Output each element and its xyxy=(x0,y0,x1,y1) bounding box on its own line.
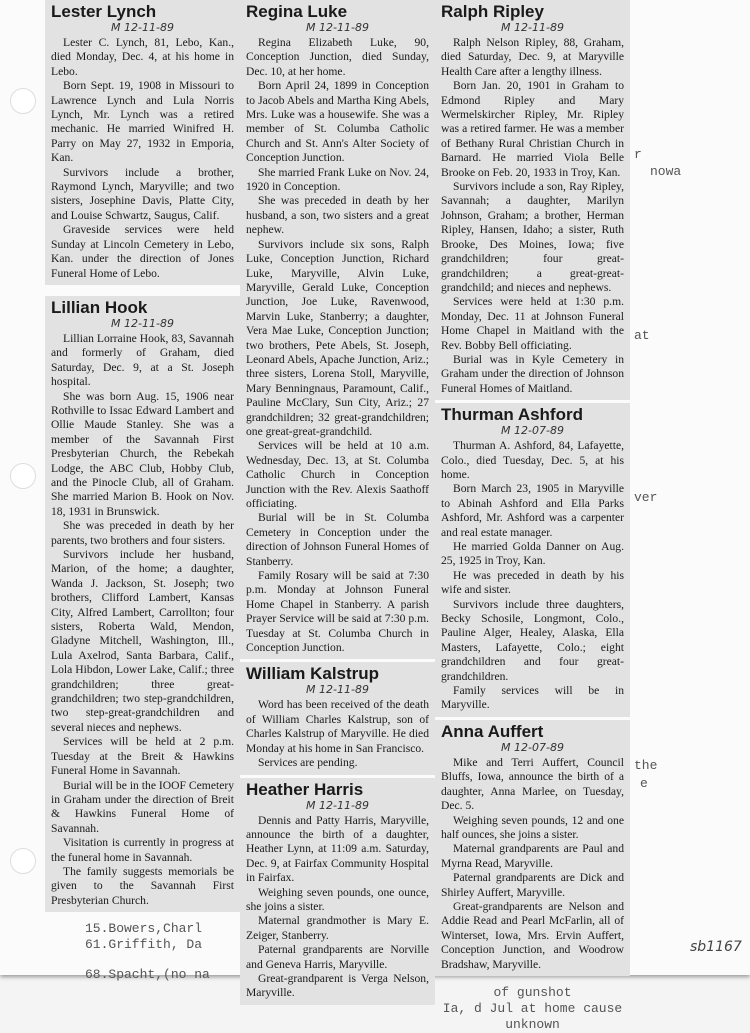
typed-list xyxy=(45,915,240,983)
clipping-paragraph: Maternal grandparents are Paul and Myrna Read, Maryville. xyxy=(441,842,624,870)
clipping-paragraph: Weighing seven pounds, one ounce, she joins a sister. xyxy=(246,885,429,913)
birth-heather-harris xyxy=(240,778,435,1005)
typed-text: e xyxy=(640,776,648,791)
clipping-paragraph: Weighing seven pounds, 12 and one half ounces, she joins a sister. xyxy=(441,813,624,841)
clipping-headline: Ralph Ripley xyxy=(441,2,544,21)
clipping-paragraph: Mike and Terri Auffert, Council Bluffs, Iowa, announce the birth of a daughter, Anna Marlee, on Tuesday, Dec. 5. xyxy=(441,755,624,813)
obituary-thurman-ashford xyxy=(435,403,630,717)
clipping-paragraph: Burial will be in St. Columba Cemetery in Conception under the direction of Johnson Funeral Homes of Stanberry. xyxy=(246,511,429,568)
clipping-paragraph: She was born Aug. 15, 1906 near Rothville to Issac Edward Lambert and Ollie Maude Stanley. She was a member of the Savannah First Presbyterian Church, the Rebekah Lodge, the ABC Club, Hobby Club, and the Pinocle Club, all of Graham. She married Marion B. Hook on Nov. 18, 1931 in Brunswick. xyxy=(51,389,234,518)
typed-text: ver xyxy=(634,490,658,505)
typed-text: 61.Griffith, Da xyxy=(85,937,203,953)
handwritten-date: M 12-11-89 xyxy=(306,21,369,34)
column-middle xyxy=(240,0,435,1005)
page-number: sb1167 xyxy=(690,939,742,955)
obituary-lillian-hook xyxy=(45,296,240,912)
clipping-paragraph: Survivors include a brother, Raymond Lynch, Maryville; and two sisters, Josephine Davis, Platte City, and Louise Schwartz, Saugus, Calif. xyxy=(51,165,234,222)
clipping-paragraph: Services were held at 1:30 p.m. Monday, Dec. 11 at Johnson Funeral Home Chapel in Maitland with the Rev. Bobby Bell officiating. xyxy=(441,295,624,352)
clipping-paragraph: Burial was in Kyle Cemetery in Graham under the direction of Johnson Funeral Homes of Maitland. xyxy=(441,352,624,395)
typed-text: Ia, d Jul at home cause xyxy=(442,1000,623,1016)
clipping-paragraph: Thurman A. Ashford, 84, Lafayette, Colo., died Tuesday, Dec. 5, at his home. xyxy=(441,439,624,481)
obituary-lester-lynch xyxy=(45,0,240,285)
obituary-regina-luke xyxy=(240,0,435,659)
birth-anna-auffert xyxy=(435,720,630,976)
clipping-paragraph: Born April 24, 1899 in Conception to Jacob Abels and Martha King Abels, Mrs. Luke was a housewife. She was a member of St. Columba Catholic Church and St. Ann's Alter Society of Conception Junction. xyxy=(246,79,429,165)
clipping-paragraph: The family suggests memorials be given to the Savannah First Presbyterian Church. xyxy=(51,864,234,907)
binder-hole xyxy=(10,463,36,489)
clipping-paragraph: He married Golda Danner on Aug. 25, 1925 in Troy, Kan. xyxy=(441,540,624,568)
clipping-paragraph: She was preceded in death by her parents, two brothers and four sisters. xyxy=(51,519,234,547)
clipping-paragraph: Survivors include a son, Ray Ripley, Savannah; a daughter, Marilyn Johnson, Graham; a brother, Herman Ripley, Hansen, Idaho; a sister, Ruth Brooke, Des Moines, Iowa; five grandchildren; four great-grandchildren; a great-great-grandchild; and nieces and nephews. xyxy=(441,180,624,294)
typed-note xyxy=(435,979,630,1033)
typed-text: 68.Spacht,(no na xyxy=(85,967,210,983)
obituary-william-kalstrup xyxy=(240,662,435,774)
clipping-paragraph: Burial will be in the IOOF Cemetery in Graham under the direction of Breit & Hawkins Funeral Home of Savannah. xyxy=(51,778,234,835)
clipping-paragraph: She married Frank Luke on Nov. 24, 1920 in Conception. xyxy=(246,165,429,194)
typed-text: at xyxy=(634,328,650,343)
obituary-ralph-ripley xyxy=(435,0,630,400)
clipping-paragraph: Great-grandparent is Verga Nelson, Maryville. xyxy=(246,971,429,1000)
clipping-headline: Anna Auffert xyxy=(441,721,544,741)
clipping-paragraph: Dennis and Patty Harris, Maryville, announce the birth of a daughter, Heather Lynn, at 11:09 a.m. Saturday, Dec. 9, at Fairfax Community Hospital in Fairfax. xyxy=(246,813,429,885)
clipping-paragraph: Services are pending. xyxy=(258,756,358,770)
clipping-headline: Thurman Ashford xyxy=(441,405,583,425)
clipping-paragraph: Services will be held at 10 a.m. Wednesday, Dec. 13, at St. Columba Catholic Church in Conception Junction with the Rev. Alexis Saathoff officiating. xyxy=(246,439,429,510)
clipping-paragraph: Born Jan. 20, 1901 in Graham to Edmond Ripley and Mary Wermelskircher Ripley, Mr. Ripley was a retired farmer. He was a member of Bethany Rural Christian Church in Barnard. He married Viola Belle Brooke on Feb. 20, 1933 in Troy, Kan. xyxy=(441,79,624,179)
clipping-paragraph: Maternal grandmother is Mary E. Zeiger, Stanberry. xyxy=(246,914,429,942)
clipping-paragraph: Graveside services were held Sunday at Lincoln Cemetery in Lebo, Kan. under the direction of Jones Funeral Home of Lebo. xyxy=(51,223,234,280)
clipping-headline: Lester Lynch xyxy=(51,2,157,21)
column-left xyxy=(45,0,240,983)
handwritten-date: M 12-07-89 xyxy=(501,740,564,754)
clipping-paragraph: Paternal grandparents are Norville and Geneva Harris, Maryville. xyxy=(246,943,429,971)
clipping-paragraph: Survivors include three daughters, Becky Schosile, Longmont, Colo., Pauline Alger, Healey, Alaska, Ella Masters, Lafayette, Colo.; eight grandchildren and four great-grandchildren. xyxy=(441,597,624,683)
clipping-headline: Lillian Hook xyxy=(51,297,148,317)
clipping-paragraph: Ralph Nelson Ripley, 88, Graham, died Saturday, Dec. 9, at Maryville Health Care after a lengthy illness. xyxy=(441,36,624,78)
column-right xyxy=(435,0,630,1033)
clipping-paragraph: Regina Elizabeth Luke, 90, Conception Junction, died Sunday, Dec. 10, at her home. xyxy=(246,36,429,78)
clipping-headline: Regina Luke xyxy=(246,2,348,21)
typed-text: of gunshot xyxy=(493,984,572,1000)
typed-text: nowa xyxy=(650,164,682,179)
clipping-headline: William Kalstrup xyxy=(246,664,380,684)
handwritten-date: M 12-11-89 xyxy=(111,21,174,34)
clipping-paragraph: She was preceded in death by her husband, a son, two sisters and a great nephew. xyxy=(246,194,429,237)
clipping-paragraph: Word has been received of the death of William Charles Kalstrup, son of Charles Kalstrup of Maryville. He died Monday at his home in San Francisco. xyxy=(246,698,429,755)
clipping-paragraph: Lillian Lorraine Hook, 83, Savannah and formerly of Graham, died Saturday, Dec. 9, at a St. Joseph hospital. xyxy=(51,331,234,389)
binder-hole xyxy=(10,88,36,114)
typed-text: unknown xyxy=(505,1016,560,1032)
clipping-paragraph: Born March 23, 1905 in Maryville to Abinah Ashford and Ella Parks Ashford, Mr. Ashford was a carpenter and real estate manager. xyxy=(441,482,624,539)
clipping-paragraph: Services will be held at 2 p.m. Tuesday at the Breit & Hawkins Funeral Home in Savannah. xyxy=(51,735,234,778)
clipping-paragraph: Survivors include six sons, Ralph Luke, Conception Junction, Richard Luke, Maryville, Alvin Luke, Maryville, Gerald Luke, Conception Junction, Joe Luke, Ravenwood, Marvin Luke, Stanberry; a daughter, Vera Mae Luke, Conception Junction; two brothers, Pete Abels, St. Joseph, Leonard Abels, Apache Junction, Ariz.; three sisters, Lorena Stoll, Maryville, Mary Benningnaus, Paramount, Calif., Pauline McClary, Sun City, Ariz.; 27 grandchildren; 32 great-grandchildren; one great-great-grandchild. xyxy=(246,237,429,438)
clipping-paragraph: He was preceded in death by his wife and sister. xyxy=(441,568,624,597)
clipping-paragraph: Visitation is currently in progress at the funeral home in Savannah. xyxy=(51,836,234,864)
typed-text: r xyxy=(634,147,642,162)
clipping-paragraph: Great-grandparents are Nelson and Addie Read and Pearl McFarlin, all of Winterset, Iowa, Mrs. Ervin Auffert, Conception Junction, and Woodrow Bradshaw, Maryville. xyxy=(441,899,624,971)
clipping-paragraph: Survivors include her husband, Marion, of the home; a daughter, Wanda J. Jackson, St. Joseph; two brothers, Clifford Lambert, Kansas City, Alfred Lambert, Carrollton; four sisters, Roberta Wald, Mendon, Gladyne Mitchell, Washington, Ill., Lula Axelrod, Santa Barbara, Calif., Lola Hibdon, Lower Lake, Calif.; three grandchildren; three great-grandchildren; two step-grandchildren, two step-great-grandchildren and several nieces and nephews. xyxy=(51,548,234,734)
clipping-paragraph: Lester C. Lynch, 81, Lebo, Kan., died Monday, Dec. 4, at his home in Lebo. xyxy=(51,36,234,78)
typed-text: 15.Bowers,Charl xyxy=(85,921,203,937)
clipping-paragraph: Born Sept. 19, 1908 in Missouri to Lawrence Lynch and Lula Norris Lynch, Mr. Lynch was a retired mechanic. He married Winifred H. Parry on May 27, 1932 in Emporia, Kan. xyxy=(51,79,234,165)
handwritten-date: M 12-11-89 xyxy=(306,683,369,697)
handwritten-date: M 12-11-89 xyxy=(501,21,564,34)
clipping-paragraph: Paternal grandparents are Dick and Shirley Auffert, Maryville. xyxy=(441,871,624,899)
clipping-headline: Heather Harris xyxy=(246,779,364,799)
handwritten-date: M 12-11-89 xyxy=(111,316,174,330)
typed-text: the xyxy=(634,758,658,773)
handwritten-date: M 12-07-89 xyxy=(501,424,564,438)
clipping-paragraph: Family Rosary will be said at 7:30 p.m. Monday at Johnson Funeral Home Chapel in Stanberry. A parish Prayer Service will be said at 7:30 p.m. Tuesday at St. Columba Church in Conception Junction. xyxy=(246,569,429,655)
handwritten-date: M 12-11-89 xyxy=(306,798,369,812)
clipping-paragraph: Family services will be in Maryville. xyxy=(441,684,624,712)
binder-hole xyxy=(10,848,36,874)
